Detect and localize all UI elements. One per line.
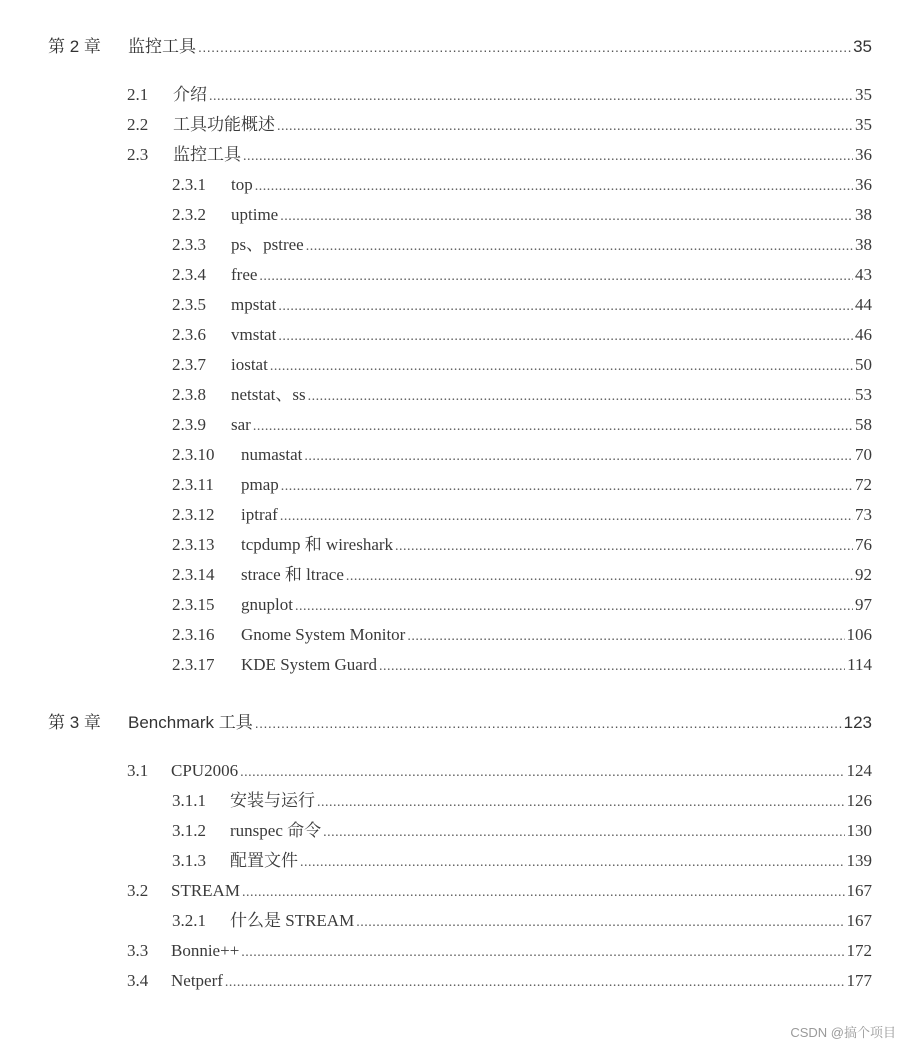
- toc-entry-section: [127, 144, 872, 168]
- toc-leader-dots: [198, 36, 851, 58]
- toc-entry-page: 35: [853, 37, 872, 56]
- toc-entry-title: CPU2006: [171, 761, 239, 780]
- toc-entry-page: 114: [847, 655, 872, 674]
- toc-entry-page: 130: [846, 821, 872, 840]
- toc-entry-subsection: [172, 504, 872, 528]
- toc-entry-page: 167: [846, 911, 872, 930]
- toc-leader-dots: [243, 146, 853, 168]
- toc-entry-page: 177: [846, 971, 872, 990]
- toc-entry-section: [127, 940, 872, 964]
- toc-entry-page: 58: [855, 415, 872, 434]
- toc-entry-title: tcpdump 和 wireshark: [241, 535, 394, 554]
- toc-entry-number: 3.2: [127, 881, 149, 900]
- toc-entry-subsection: [172, 234, 872, 258]
- toc-leader-dots: [241, 942, 844, 964]
- toc-entry-section: [127, 114, 872, 138]
- toc-entry-page: 76: [855, 535, 872, 554]
- toc-leader-dots: [240, 762, 844, 784]
- toc-leader-dots: [295, 596, 853, 618]
- toc-entry-number: 2.3.6: [172, 325, 206, 344]
- toc-entry-subsection: [172, 594, 872, 618]
- toc-entry-page: 139: [846, 851, 872, 870]
- toc-entry-title: 监控工具: [128, 37, 196, 56]
- toc-entry-subsection: [172, 204, 872, 228]
- toc-entry-title: STREAM: [171, 881, 240, 900]
- toc-entry-number: 3.1: [127, 761, 149, 780]
- toc-entry-page: 35: [855, 115, 872, 134]
- toc-leader-dots: [225, 972, 845, 994]
- toc-entry-subsection: [172, 564, 872, 588]
- toc-entry-page: 124: [846, 761, 872, 780]
- toc-entry-page: 72: [855, 475, 872, 494]
- toc-entry-page: 46: [855, 325, 872, 344]
- toc-entry-number: 2.3.8: [172, 385, 206, 404]
- toc-entry-subsection: [172, 414, 872, 438]
- toc-entry-page: 53: [855, 385, 872, 404]
- toc-leader-dots: [270, 356, 853, 378]
- toc-entry-title: pmap: [241, 475, 279, 494]
- toc-entry-chapter-3: [48, 712, 872, 734]
- toc-entry-subsection: [172, 294, 872, 318]
- toc-entry-title: uptime: [231, 205, 279, 224]
- toc-entry-subsection: [172, 354, 872, 378]
- toc-entry-subsection: [172, 174, 872, 198]
- toc-entry-number: 2.3.10: [172, 445, 215, 464]
- toc-entry-subsection: [172, 910, 872, 934]
- toc-entry-number: 2.3.4: [172, 265, 206, 284]
- toc-entry-title: gnuplot: [241, 595, 293, 614]
- toc-entry-number: 2.2: [127, 115, 149, 134]
- toc-entry-subsection: [172, 624, 872, 648]
- toc-entry-page: 70: [855, 445, 872, 464]
- toc-entry-title: Bonnie++: [171, 941, 240, 960]
- toc-entry-number: 2.3.7: [172, 355, 206, 374]
- toc-leader-dots: [304, 446, 853, 468]
- toc-entry-page: 167: [846, 881, 872, 900]
- toc-entry-title: iostat: [231, 355, 268, 374]
- toc-entry-title: 什么是 STREAM: [230, 911, 355, 930]
- toc-leader-dots: [280, 506, 853, 528]
- toc-leader-dots: [356, 912, 844, 934]
- toc-entry-page: 43: [855, 265, 872, 284]
- toc-leader-dots: [255, 176, 853, 198]
- toc-entry-subsection: [172, 264, 872, 288]
- toc-entry-number: 2.1: [127, 85, 149, 104]
- toc-leader-dots: [278, 326, 853, 348]
- toc-leader-dots: [242, 882, 845, 904]
- toc-entry-number: 3.4: [127, 971, 149, 990]
- toc-entry-number: 2.3.11: [172, 475, 214, 494]
- toc-entry-page: 38: [855, 235, 872, 254]
- toc-entry-title: sar: [231, 415, 251, 434]
- toc-entry-number: 第 3 章: [48, 713, 101, 732]
- toc-entry-title: vmstat: [231, 325, 277, 344]
- toc-entry-subsection: [172, 790, 872, 814]
- toc-entry-number: 2.3.13: [172, 535, 215, 554]
- toc-entry-number: 3.2.1: [172, 911, 206, 930]
- toc-entry-subsection: [172, 850, 872, 874]
- toc-entry-section: [127, 970, 872, 994]
- toc-entry-section: [127, 84, 872, 108]
- toc-entry-page: 172: [846, 941, 872, 960]
- toc-entry-title: Benchmark 工具: [128, 713, 253, 732]
- toc-entry-chapter-2: [48, 36, 872, 58]
- toc-leader-dots: [253, 416, 853, 438]
- toc-entry-title: numastat: [241, 445, 303, 464]
- toc-entry-title: Gnome System Monitor: [241, 625, 406, 644]
- toc-entry-number: 3.1.1: [172, 791, 206, 810]
- toc-entry-page: 106: [846, 625, 872, 644]
- toc-leader-dots: [323, 822, 844, 844]
- toc-entry-subsection: [172, 474, 872, 498]
- toc-leader-dots: [255, 712, 842, 734]
- toc-entry-title: 介绍: [173, 85, 207, 104]
- toc-entry-page: 36: [855, 145, 872, 164]
- toc-entry-number: 2.3.9: [172, 415, 206, 434]
- toc-entry-subsection: [172, 444, 872, 468]
- toc-entry-subsection: [172, 820, 872, 844]
- toc-leader-dots: [306, 236, 853, 258]
- toc-leader-dots: [379, 656, 845, 678]
- toc-entry-title: top: [231, 175, 253, 194]
- toc-entry-number: 第 2 章: [48, 37, 101, 56]
- toc-leader-dots: [277, 116, 853, 138]
- toc-leader-dots: [278, 296, 853, 318]
- toc-entry-page: 92: [855, 565, 872, 584]
- toc-entry-number: 3.1.2: [172, 821, 206, 840]
- toc-leader-dots: [346, 566, 853, 588]
- toc-leader-dots: [280, 206, 853, 228]
- toc-entry-title: 配置文件: [230, 851, 298, 870]
- toc-entry-number: 2.3: [127, 145, 149, 164]
- toc-entry-title: iptraf: [241, 505, 278, 524]
- toc-entry-title: 工具功能概述: [173, 115, 275, 134]
- toc-entry-page: 73: [855, 505, 872, 524]
- toc-leader-dots: [407, 626, 844, 648]
- toc-entry-subsection: [172, 534, 872, 558]
- toc-entry-page: 123: [843, 713, 872, 732]
- toc-leader-dots: [317, 792, 845, 814]
- toc-entry-page: 126: [846, 791, 872, 810]
- toc-leader-dots: [308, 386, 853, 408]
- toc-entry-subsection: [172, 324, 872, 348]
- toc-entry-number: 2.3.15: [172, 595, 215, 614]
- toc-entry-title: 监控工具: [173, 145, 241, 164]
- toc-entry-title: free: [231, 265, 258, 284]
- toc-entry-title: 安装与运行: [230, 791, 315, 810]
- toc-entry-number: 2.3.2: [172, 205, 206, 224]
- toc-entry-number: 2.3.12: [172, 505, 215, 524]
- toc-entry-number: 3.3: [127, 941, 149, 960]
- toc-entry-subsection: [172, 654, 872, 678]
- toc-entry-title: ps、pstree: [231, 235, 304, 254]
- toc-leader-dots: [281, 476, 853, 498]
- toc-entry-title: mpstat: [231, 295, 277, 314]
- toc-entry-title: KDE System Guard: [241, 655, 377, 674]
- toc-leader-dots: [209, 86, 853, 108]
- toc-leader-dots: [395, 536, 853, 558]
- toc-leader-dots: [259, 266, 853, 288]
- toc-entry-page: 97: [855, 595, 872, 614]
- toc-entry-number: 3.1.3: [172, 851, 206, 870]
- toc-entry-page: 36: [855, 175, 872, 194]
- toc-entry-title: runspec 命令: [230, 821, 322, 840]
- toc-entry-title: strace 和 ltrace: [241, 565, 344, 584]
- toc-entry-number: 2.3.17: [172, 655, 215, 674]
- watermark: CSDN @搞个项目: [790, 1025, 896, 1040]
- toc-entry-section: [127, 880, 872, 904]
- toc-entry-page: 50: [855, 355, 872, 374]
- toc-entry-section: [127, 760, 872, 784]
- toc-entry-page: 44: [855, 295, 872, 314]
- toc-entry-title: netstat、ss: [231, 385, 306, 404]
- toc-entry-page: 35: [855, 85, 872, 104]
- toc-entry-page: 38: [855, 205, 872, 224]
- toc-entry-title: Netperf: [171, 971, 223, 990]
- toc-entry-number: 2.3.14: [172, 565, 215, 584]
- toc-entry-number: 2.3.1: [172, 175, 206, 194]
- toc-entry-number: 2.3.3: [172, 235, 206, 254]
- toc-leader-dots: [300, 852, 845, 874]
- toc-entry-number: 2.3.16: [172, 625, 215, 644]
- toc-entry-number: 2.3.5: [172, 295, 206, 314]
- toc-entry-subsection: [172, 384, 872, 408]
